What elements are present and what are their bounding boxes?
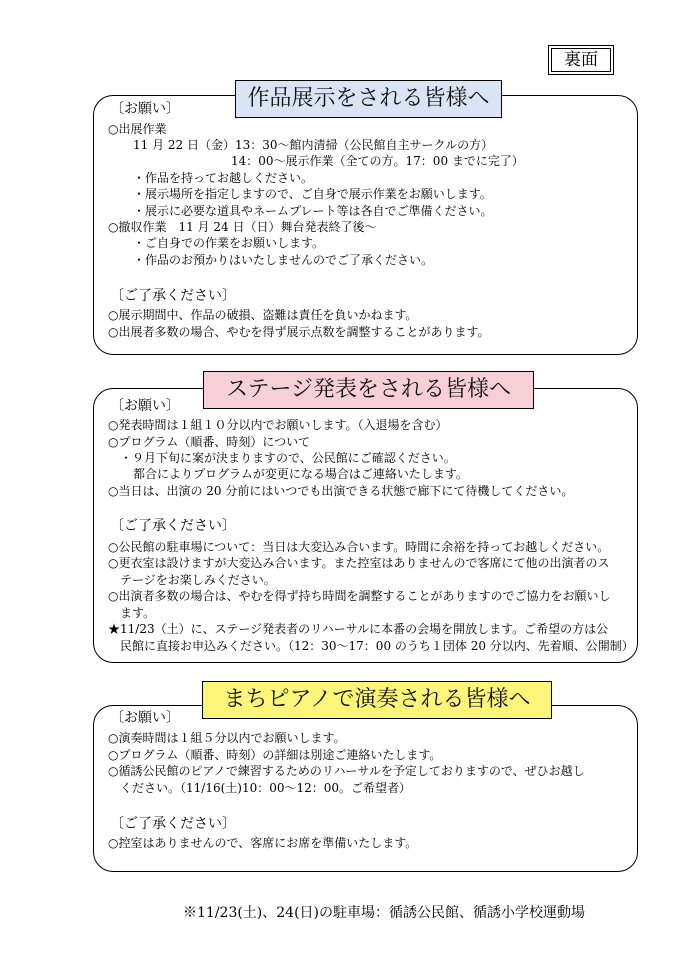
stage-consent-heading: 〔ご了承ください〕 [110,518,236,534]
exhibition-line: ・展示場所を指定しますので、ご自身で展示作業をお願いします。 [133,187,492,201]
exhibition-line: ・作品を持ってお越しください。 [133,171,314,185]
stage-consent-line: テージをお楽しみください。 [120,573,276,587]
exhibition-consent-line: ○出展者多数の場合、やむを得ず展示点数を調整することがあります。 [108,325,490,339]
exhibition-consent-heading: 〔ご了承ください〕 [110,288,236,304]
stage-line: ○当日は、出演の 20 分前にはいつでも出演できる状態で廊下にて待機してください。 [108,484,574,498]
piano-line: ○プログラム（順番、時刻）の詳細は別途ご連絡いたします。 [108,748,442,762]
exhibition-line: ○撤収作業 11 月 24 日（日）舞台発表終了後～ [108,220,377,234]
stage-line: 都合によりプログラムが変更になる場合はご連絡いたします。 [133,467,468,481]
piano-consent-line: ○控室はありませんので、客席にお席を準備いたします。 [108,836,418,850]
exhibition-line: ○出展作業 [108,122,167,136]
exhibition-title: 作品展示をされる皆様へ [235,80,502,118]
back-side-label: 裏面 [548,45,614,75]
piano-title: まちピアノで演奏される皆様へ [202,681,552,719]
piano-line: ○演奏時間は１組５分以内でお願いします。 [108,731,346,745]
stage-request-heading: 〔お願い〕 [110,398,180,414]
stage-consent-line: ます。 [120,606,156,620]
piano-line: ください。（11/16(土)10：00～12：00。ご希望者） [120,781,412,795]
exhibition-line: ・ご自身での作業をお願いします。 [133,236,325,250]
exhibition-line: 11 月 22 日（金）13：30～館内清掃（公民館自主サークルの方） [133,138,494,152]
stage-consent-line: ★11/23（土）に、ステージ発表者のリハーサルに本番の会場を開放します。ご希望の方は公 [108,622,609,636]
stage-line: ○発表時間は１組１０分以内でお願いします。（入退場を含む） [108,418,448,432]
stage-consent-line: ○公民館の駐車場について：当日は大変込み合います。時間に余裕を持ってお越しください。 [108,540,610,554]
exhibition-line: 14：00～展示作業（全ての方。17：00 までに完了） [231,154,524,168]
stage-line: ○プログラム（順番、時刻）について [108,435,311,449]
exhibition-line: ・展示に必要な道具やネームプレート等は各自でご準備ください。 [133,204,493,218]
piano-request-heading: 〔お願い〕 [110,710,180,726]
exhibition-request-heading: 〔お願い〕 [110,101,180,117]
stage-consent-line: 民館に直接お申込みください。（12：30～17：00 のうち１団体 20 分以内、先着順、公開制） [120,639,634,653]
stage-title: ステージ発表をされる皆様へ [203,371,534,409]
stage-consent-line: ○出演者多数の場合は、やむを得ず持ち時間を調整することがありますのでご協力をお願いし [108,589,611,603]
exhibition-consent-line: ○展示期間中、作品の破損、盗難は責任を負いかねます。 [108,308,418,322]
piano-line: ○循誘公民館のピアノで練習するためのリハーサルを予定しておりますので、ぜひお越し [108,764,585,778]
stage-consent-line: ○更衣室は設けますが大変込み合います。また控室はありませんので客席にて他の出演者のス [108,556,610,570]
stage-line: ・９月下旬に案が決まりますので、公民館にご確認ください。 [120,451,456,465]
piano-consent-heading: 〔ご了承ください〕 [110,816,236,832]
exhibition-line: ・作品のお預かりはいたしませんのでご了承ください。 [133,253,434,267]
parking-note: ※11/23(土)、24(日)の駐車場：循誘公民館、循誘小学校運動場 [183,905,586,921]
